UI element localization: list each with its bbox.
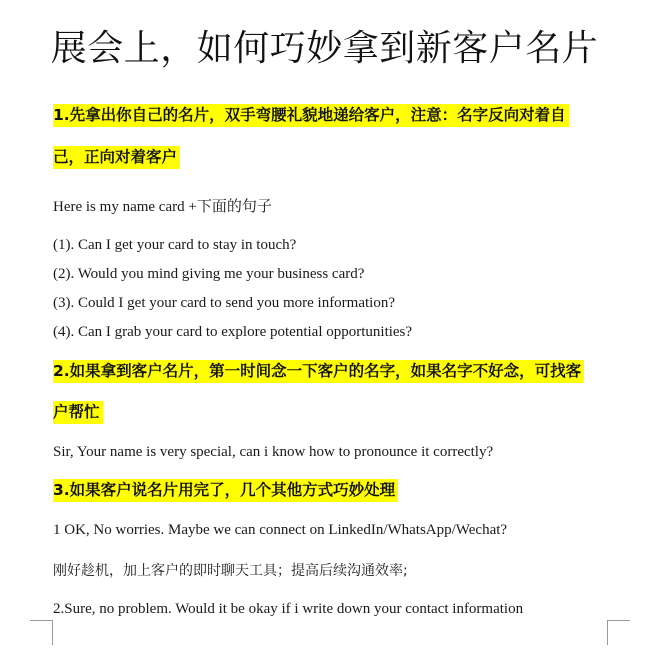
section1-heading-line1 (53, 103, 569, 127)
document-title: 展会上，如何巧妙拿到新客户名片 (50, 28, 599, 69)
highlighted-heading: 2.如果拿到客户名片，第一时间念一下客户的名字，如果名字不好念，可找客 (53, 360, 584, 383)
list-item: (1). Can I get your card to stay in touch? (53, 237, 297, 253)
section3-line2: 刚好趁机，加上客户的即时聊天工具；提高后续沟通效率; (53, 563, 408, 579)
section2-body: Sir, Your name is very special, can i know how to pronounce it correctly? (53, 444, 494, 460)
section1-heading-line2 (53, 145, 180, 169)
section2-heading-line2 (53, 400, 103, 424)
margin-corner-mark-right (607, 620, 630, 645)
list-item: (3). Could I get your card to send you more information? (53, 295, 395, 311)
list-item: (4). Can I grab your card to explore potential opportunities? (53, 324, 413, 340)
margin-corner-mark-left (30, 620, 53, 645)
highlighted-heading: 3.如果客户说名片用完了，几个其他方式巧妙处理 (53, 479, 398, 502)
section3-heading (53, 478, 398, 502)
highlighted-heading: 户帮忙 (53, 401, 103, 424)
highlighted-heading: 1.先拿出你自己的名片，双手弯腰礼貌地递给客户，注意：名字反向对着自 (53, 104, 569, 127)
section3-line1: 1 OK, No worries. Maybe we can connect on LinkedIn/WhatsApp/Wechat? (53, 522, 508, 538)
section2-heading-line1 (53, 359, 584, 383)
section1-intro: Here is my name card +下面的句子 (53, 199, 272, 215)
section3-line3: 2.Sure, no problem. Would it be okay if i write down your contact information (53, 601, 524, 617)
highlighted-heading: 己，正向对着客户 (53, 146, 180, 169)
list-item: (2). Would you mind giving me your business card? (53, 266, 365, 282)
